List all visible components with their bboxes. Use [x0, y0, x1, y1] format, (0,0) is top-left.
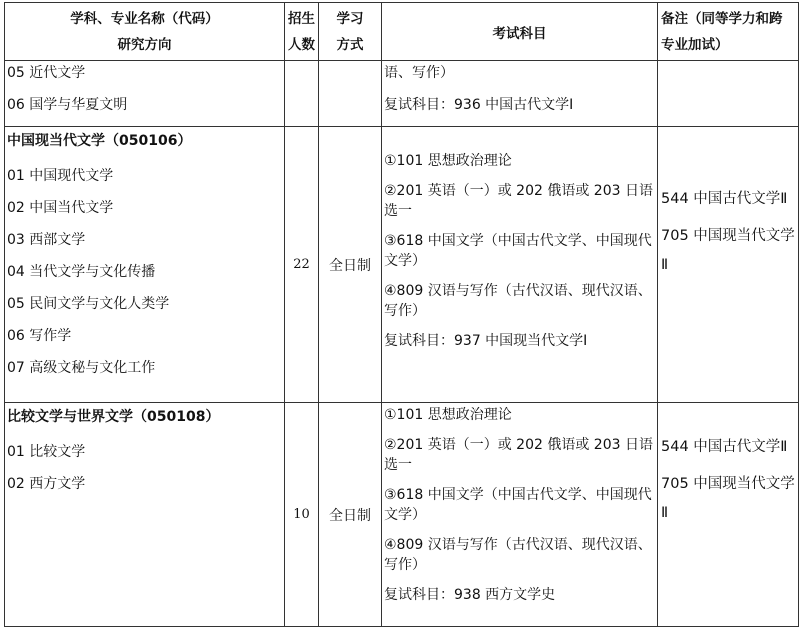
direction-item: 02 西方文学	[7, 476, 86, 492]
subject-item: ③618 中国文学（中国古代文学、中国现代文学）	[384, 233, 652, 269]
direction-item: 07 高级文秘与文化工作	[7, 360, 156, 376]
continued-count	[285, 61, 319, 127]
direction-item: 06 国学与华夏文明	[7, 97, 128, 113]
table-row-major-2	[5, 403, 799, 627]
subject-item: 语、写作）	[384, 65, 454, 81]
subject-item: ④809 汉语与写作（古代汉语、现代汉语、写作）	[384, 537, 652, 573]
subject-item: ①101 思想政治理论	[384, 407, 512, 423]
study-mode: 全日制	[319, 403, 382, 627]
header-mode-line1: 学习	[336, 10, 364, 27]
subject-item: ②201 英语（一）或 202 俄语或 203 日语选一	[384, 437, 653, 473]
major-cell	[5, 127, 285, 403]
note-item: 705 中国现当代文学Ⅱ	[661, 228, 795, 273]
direction-item: 02 中国当代文学	[7, 200, 114, 216]
subject-item: ②201 英语（一）或 202 俄语或 203 日语选一	[384, 183, 653, 219]
direction-item: 06 写作学	[7, 328, 72, 344]
study-mode: 全日制	[319, 127, 382, 403]
subject-item: 复试科目：938 西方文学史	[384, 587, 556, 603]
continued-directions	[5, 61, 285, 127]
admissions-table	[4, 2, 799, 627]
header-count	[285, 3, 319, 61]
continued-mode	[319, 61, 382, 127]
note-item: 705 中国现当代文学Ⅱ	[661, 476, 795, 521]
major-name: 比较文学与世界文学（050108）	[7, 409, 220, 425]
header-count-line1: 招生	[288, 10, 315, 27]
subject-item: 复试科目：936 中国古代文学Ⅰ	[384, 97, 574, 113]
header-major-line2: 研究方向	[117, 36, 172, 53]
continued-notes	[658, 61, 799, 127]
subject-item: 复试科目：937 中国现当代文学Ⅰ	[384, 333, 588, 349]
direction-item: 03 西部文学	[7, 232, 86, 248]
subjects-cell	[382, 127, 658, 403]
header-subjects: 考试科目	[382, 3, 658, 61]
subject-item: ④809 汉语与写作（古代汉语、现代汉语、写作）	[384, 283, 652, 319]
direction-item: 05 近代文学	[7, 65, 86, 81]
enrollment-count: 10	[285, 403, 319, 627]
note-item: 544 中国古代文学Ⅱ	[661, 191, 788, 207]
header-major	[5, 3, 285, 61]
header-mode-line2: 方式	[336, 36, 364, 53]
major-name: 中国现当代文学（050106）	[7, 133, 192, 149]
notes-cell	[658, 127, 799, 403]
major-cell	[5, 403, 285, 627]
direction-item: 04 当代文学与文化传播	[7, 264, 156, 280]
header-count-line2: 人数	[288, 36, 315, 53]
header-major-line1: 学科、专业名称（代码）	[70, 10, 219, 27]
header-notes	[658, 3, 799, 61]
direction-item: 01 中国现代文学	[7, 168, 114, 184]
notes-cell	[658, 403, 799, 627]
direction-item: 01 比较文学	[7, 444, 86, 460]
header-row	[5, 3, 799, 61]
subject-item: ①101 思想政治理论	[384, 153, 512, 169]
direction-item: 05 民间文学与文化人类学	[7, 296, 170, 312]
note-item: 544 中国古代文学Ⅱ	[661, 439, 788, 455]
header-notes-line1: 备注（同等学力和跨	[661, 10, 783, 27]
enrollment-count: 22	[285, 127, 319, 403]
header-mode	[319, 3, 382, 61]
continued-subjects	[382, 61, 658, 127]
table-row-continued	[5, 61, 799, 127]
header-notes-line2: 专业加试）	[661, 36, 729, 53]
subject-item: ③618 中国文学（中国古代文学、中国现代文学）	[384, 487, 652, 523]
table-row-major-1	[5, 127, 799, 403]
subjects-cell	[382, 403, 658, 627]
